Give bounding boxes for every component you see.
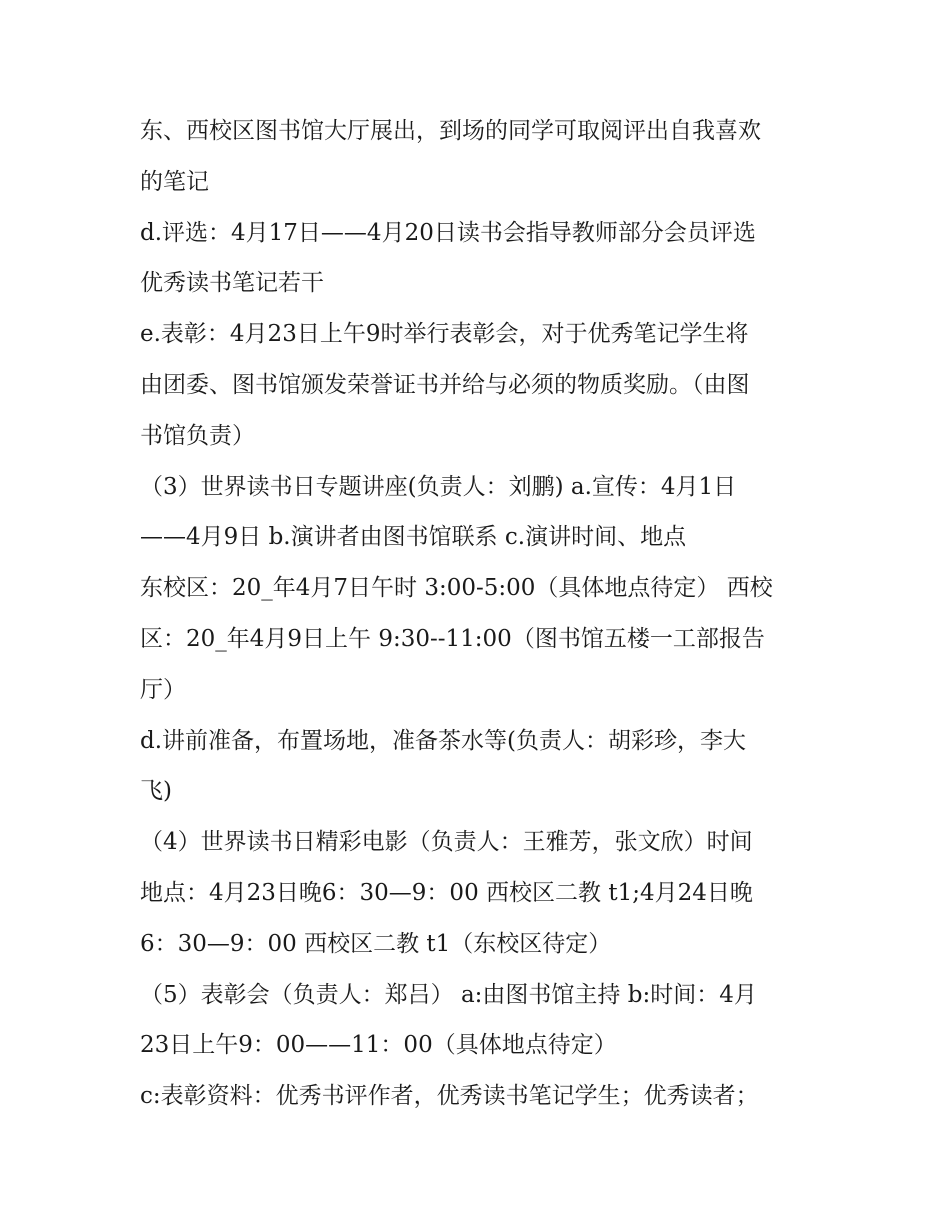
text-line: 由团委、图书馆颁发荣誉证书并给与必须的物质奖励。（由图	[140, 371, 750, 398]
text-line: 区：20_年4月9日上午 9:30--11:00（图书馆五楼一工部报告	[140, 625, 765, 652]
document-body	[140, 106, 820, 1122]
text-line: e.表彰：4月23日上午9时举行表彰会，对于优秀笔记学生将	[140, 321, 749, 348]
text-line: ——4月9日 b.演讲者由图书馆联系 c.演讲时间、地点	[140, 524, 687, 551]
text-line: （3）世界读书日专题讲座(负责人：刘鹏) a.宣传：4月1日	[140, 473, 737, 500]
text-line: d.评选：4月17日——4月20日读书会指导教师部分会员评选	[140, 219, 756, 246]
text-line: 地点：4月23日晚6：30—9：00 西校区二教 t1;4月24日晚	[140, 879, 753, 906]
text-line: 6：30—9：00 西校区二教 t1（东校区待定）	[140, 930, 612, 957]
text-line: 的笔记	[140, 168, 209, 195]
text-line: 优秀读书笔记若干	[140, 270, 324, 297]
text-line: 厅）	[140, 676, 186, 703]
text-line: 东校区：20_年4月7日午时 3:00-5:00（具体地点待定） 西校	[140, 575, 773, 602]
text-line: 东、西校区图书馆大厅展出，到场的同学可取阅评出自我喜欢	[140, 118, 761, 144]
text-line: d.讲前准备，布置场地，准备茶水等(负责人：胡彩珍，李大	[140, 727, 747, 754]
text-line: 飞)	[140, 778, 172, 805]
text-line: （4）世界读书日精彩电影（负责人：王雅芳，张文欣）时间	[140, 829, 753, 856]
text-line: （5）表彰会（负责人：郑吕） a:由图书馆主持 b:时间：4月	[140, 981, 757, 1008]
text-line: 书馆负责）	[140, 422, 255, 449]
text-line: c:表彰资料：优秀书评作者，优秀读书笔记学生；优秀读者；	[140, 1083, 759, 1110]
text-line: 23日上午9：00——11：00（具体地点待定）	[140, 1032, 617, 1059]
